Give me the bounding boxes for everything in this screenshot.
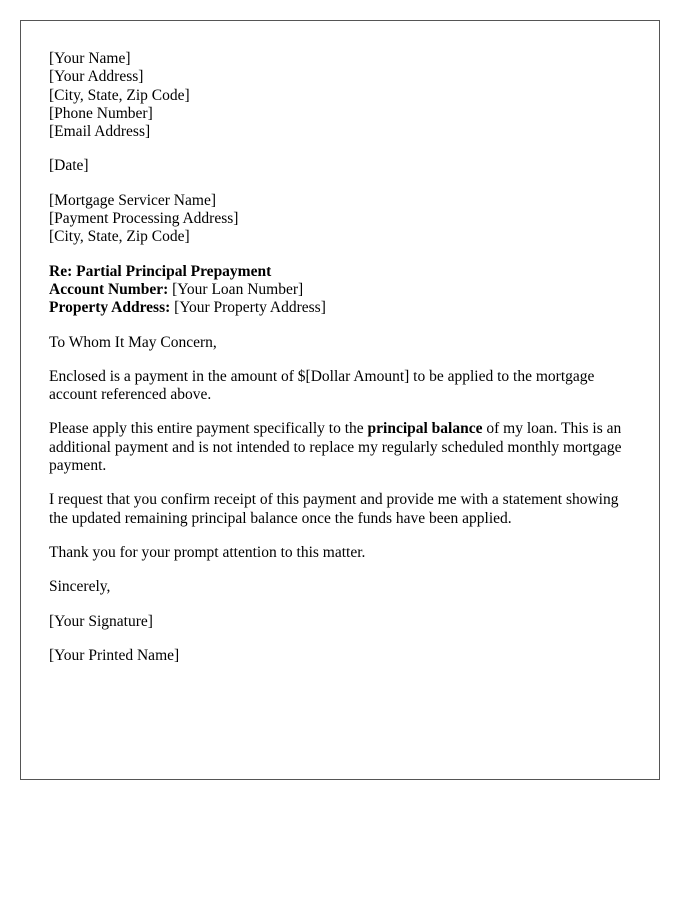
letter-date: [Date] <box>49 157 89 175</box>
subject-block <box>49 263 631 318</box>
account-number-line <box>49 281 631 299</box>
closing: Sincerely, <box>49 578 111 596</box>
sender-block <box>49 50 631 141</box>
printed-name: [Your Printed Name] <box>49 646 180 664</box>
para2-before: Please apply this entire payment specifically to the <box>49 420 368 438</box>
date-block <box>49 157 631 175</box>
body-paragraph-3: I request that you confirm receipt of this payment and provide me with a statement showing the updated remaining principal balance once the funds have been applied. <box>49 491 619 527</box>
recipient-city-state-zip: [City, State, Zip Code] <box>49 228 190 246</box>
account-number-value: [Your Loan Number] <box>168 280 304 298</box>
para2-bold: principal balance <box>367 420 483 438</box>
property-address-label: Property Address: <box>49 299 171 317</box>
signature: [Your Signature] <box>49 612 153 630</box>
property-address-value: [Your Property Address] <box>170 299 326 317</box>
body-paragraph-4: Thank you for your prompt attention to this matter. <box>49 543 366 561</box>
salutation: To Whom It May Concern, <box>49 333 217 351</box>
body-paragraph-1: Enclosed is a payment in the amount of $[Dollar Amount] to be applied to the mortgage account referenced above. <box>49 367 595 404</box>
para2-after: of my loan. This is an additional payment and is not intended to replace my regularly scheduled monthly mortgage payment. <box>49 420 622 475</box>
body-paragraph-2 <box>49 420 631 475</box>
sender-name: [Your Name] <box>49 50 131 67</box>
sender-phone: [Phone Number] <box>49 104 153 122</box>
property-address-line <box>49 299 631 317</box>
sender-city-state-zip: [City, State, Zip Code] <box>49 86 190 104</box>
recipient-address: [Payment Processing Address] <box>49 210 239 228</box>
sender-address: [Your Address] <box>49 68 144 86</box>
recipient-name: [Mortgage Servicer Name] <box>49 191 216 209</box>
re-line-text: Re: Partial Principal Prepayment <box>49 262 272 280</box>
re-line <box>49 263 631 281</box>
sender-email: [Email Address] <box>49 123 151 141</box>
letter-page <box>20 20 660 780</box>
account-number-label: Account Number: <box>49 280 169 298</box>
recipient-block <box>49 192 631 247</box>
